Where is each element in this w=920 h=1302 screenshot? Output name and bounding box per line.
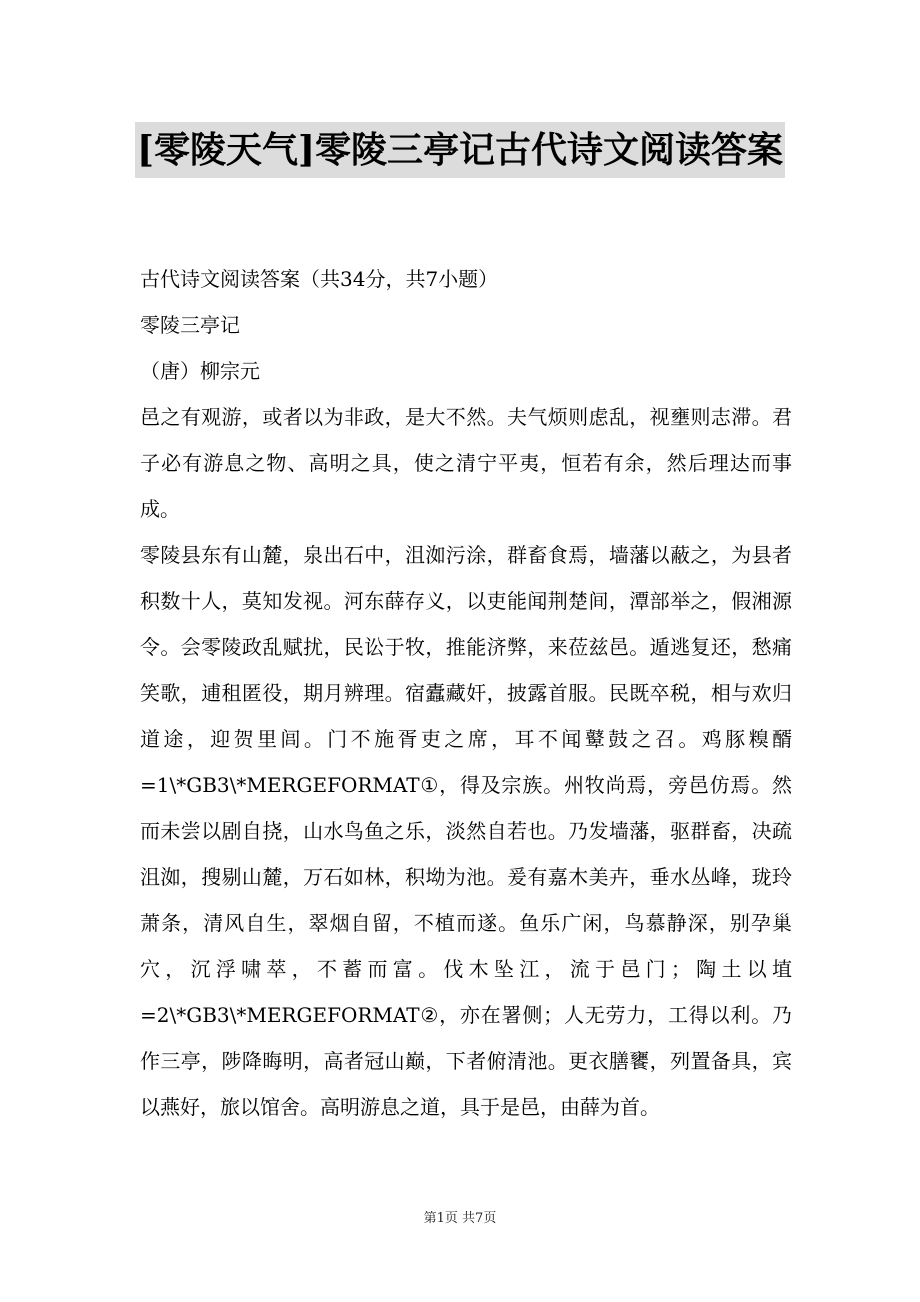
title-container	[0, 122, 920, 178]
document-title: [零陵天气]零陵三亭记古代诗文阅读答案	[135, 122, 785, 178]
paragraph-work-title: 零陵三亭记	[140, 313, 240, 337]
page-footer: 第1页 共7页	[423, 1211, 497, 1226]
paragraph-subtitle: 古代诗文阅读答案（共34分，共7小题）	[140, 267, 499, 291]
paragraph-text-2: 零陵县东有山麓，泉出石中，沮洳污涂，群畜食焉，墙藩以蔽之，为县者积数十人，莫知发视。河东薛存义，以吏能闻荆楚间，潭部举之，假湘源令。会零陵政乱赋扰，民讼于牧，推能济弊，来莅兹邑。遁逃复还，愁痛笑歌，逋租匿役，期月辨理。宿蠹藏奸，披露首服。民既卒税，相与欢归道途，迎贺里闾。门不施胥吏之席，耳不闻鼙鼓之召。鸡豚糗醑=1\*GB3\*MERGEFORMAT①，得及宗族。州牧尚焉，旁邑仿焉。然而未尝以剧自挠，山水鸟鱼之乐，淡然自若也。乃发墙藩，驱群畜，决疏沮洳，搜剔山麓，万石如林，积坳为池。爰有嘉木美卉，垂水丛峰，珑玲萧条，清风自生，翠烟自留，不植而遂。鱼乐广闲，鸟慕静深，别孕巢穴，沉浮啸萃，不蓄而富。伐木坠江，流于邑门；陶土以埴=2\*GB3\*MERGEFORMAT②，亦在署侧；人无劳力，工得以利。乃作三亭，陟降晦明，高者冠山巅，下者俯清池。更衣膳饔，列置备具，宾以燕好，旅以馆舍。高明游息之道，具于是邑，由薛为首。	[140, 543, 792, 1119]
paragraph-text-1: 邑之有观游，或者以为非政，是大不然。夫气烦则虑乱，视壅则志滞。君子必有游息之物、高明之具，使之清宁平夷，恒若有余，然后理达而事成。	[140, 405, 792, 521]
document-body	[140, 256, 792, 1130]
paragraph-author: （唐）柳宗元	[140, 359, 260, 383]
